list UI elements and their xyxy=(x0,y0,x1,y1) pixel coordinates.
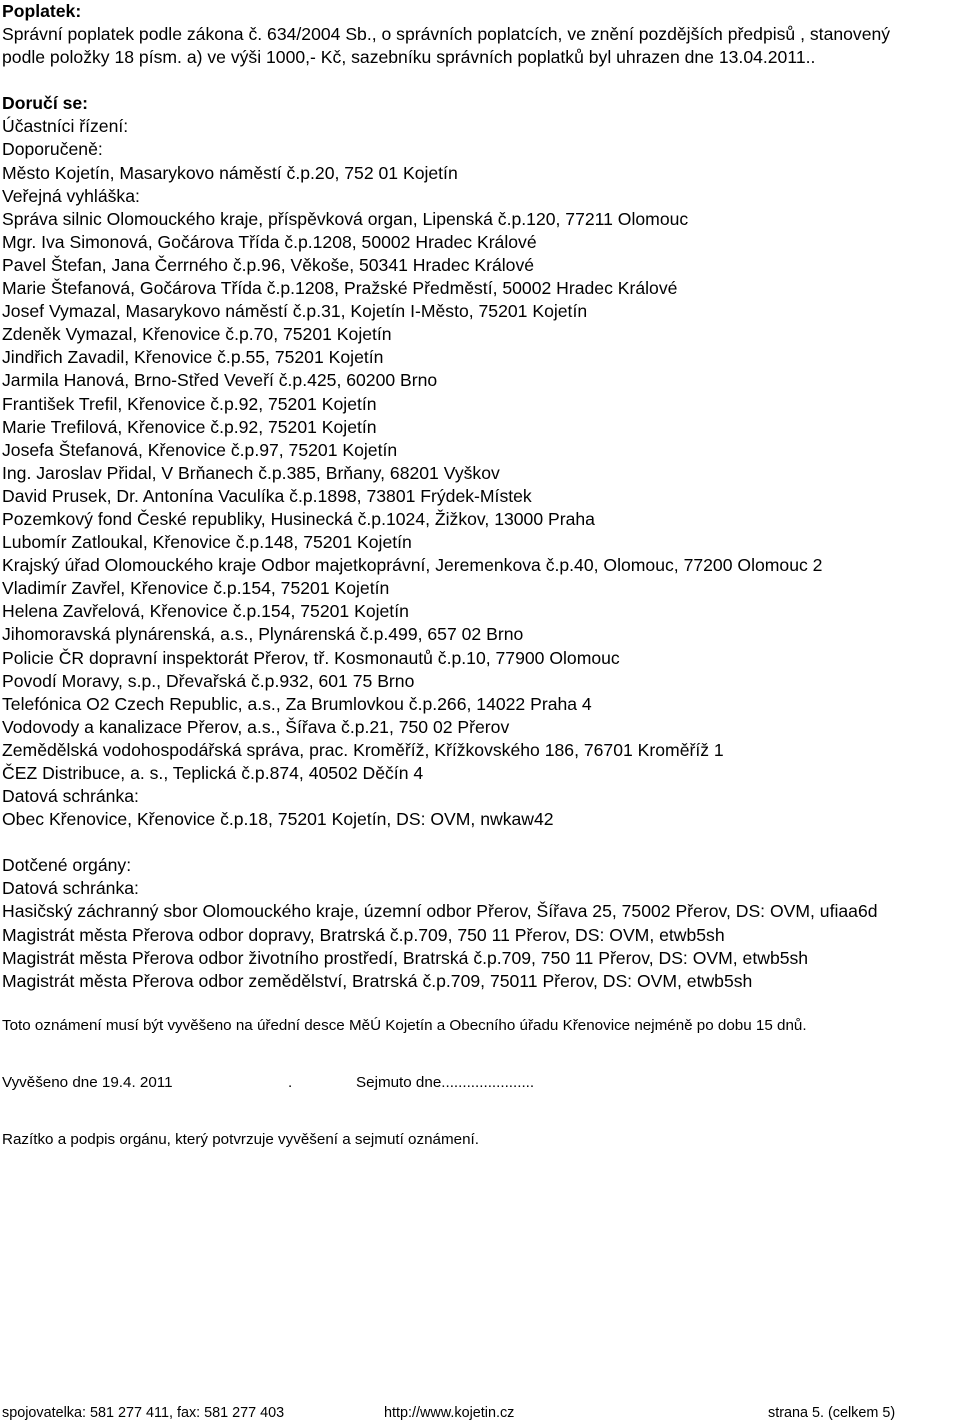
spacer xyxy=(2,69,958,92)
authorities-list xyxy=(2,900,958,992)
public-notice-recipient: Pozemkový fond České republiky, Husinecká č.p.1024, Žižkov, 13000 Praha xyxy=(2,508,595,529)
data-box-recipient: Obec Křenovice, Křenovice č.p.18, 75201 Kojetín, DS: OVM, nwkaw42 xyxy=(2,809,554,830)
public-notice-recipient: Josefa Štefanová, Křenovice č.p.97, 75201 Kojetín xyxy=(2,439,398,460)
authority-recipient: Magistrát města Přerova odbor zemědělství, Bratrská č.p.709, 75011 Přerov, DS: OVM, etwb5sh xyxy=(2,970,753,991)
public-notice-recipient: Telefónica O2 Czech Republic, a.s., Za Brumlovkou č.p.266, 14022 Praha 4 xyxy=(2,693,592,714)
spacer xyxy=(2,1093,958,1130)
public-notice-recipient: ČEZ Distribuce, a. s., Teplická č.p.874, 40502 Děčín 4 xyxy=(2,763,424,783)
public-notice-recipient: Povodí Moravy, s.p., Dřevařská č.p.932, 601 75 Brno xyxy=(2,670,415,691)
fee-text: Správní poplatek podle zákona č. 634/2004 Sb., o správních poplatcích, ve znění pozdějších předpisů , stanovený podle položky 18 písm. a) ve výši 1000,- Kč, sazebníku správních poplatků byl uhrazen dne 13.04.2011.. xyxy=(2,24,891,68)
public-notice-recipient: František Trefil, Křenovice č.p.92, 75201 Kojetín xyxy=(2,393,377,414)
authority-recipient: Magistrát města Přerova odbor životního prostředí, Bratrská č.p.709, 750 11 Přerov, DS: OVM, etwb5sh xyxy=(2,947,809,968)
spacer xyxy=(2,993,958,1016)
public-notice-recipient: Zdeněk Vymazal, Křenovice č.p.70, 75201 Kojetín xyxy=(2,324,392,345)
document-page xyxy=(2,0,958,1150)
notice-text: Toto oznámení musí být vyvěšeno na úřední desce MěÚ Kojetín a Obecního úřadu Křenovice nejméně po dobu 15 dnů. xyxy=(2,1016,807,1034)
removed-date: Sejmuto dne...................... xyxy=(356,1073,535,1091)
footer-url: http://www.kojetin.cz xyxy=(384,1405,515,1421)
public-notice-recipient: Mgr. Iva Simonová, Gočárova Třída č.p.1208, 50002 Hradec Králové xyxy=(2,231,537,252)
public-notice-recipient: Josef Vymazal, Masarykovo náměstí č.p.31, Kojetín I-Město, 75201 Kojetín xyxy=(2,301,588,322)
registered-recipient: Město Kojetín, Masarykovo náměstí č.p.20, 752 01 Kojetín xyxy=(2,162,458,183)
registered-list xyxy=(2,162,958,185)
spacer xyxy=(2,831,958,854)
public-notice-recipient: Správa silnic Olomouckého kraje, příspěvková organ, Lipenská č.p.120, 77211 Olomouc xyxy=(2,208,689,229)
public-notice-label: Veřejná vyhláška: xyxy=(2,185,140,206)
fee-title: Poplatek: xyxy=(2,1,82,21)
footer-page-number: strana 5. (celkem 5) xyxy=(768,1405,896,1421)
public-notice-recipient: Policie ČR dopravní inspektorát Přerov, tř. Kosmonautů č.p.10, 77900 Olomouc xyxy=(2,647,620,668)
public-notice-recipient: Jarmila Hanová, Brno-Střed Veveří č.p.425, 60200 Brno xyxy=(2,370,438,391)
public-notice-recipient: Ing. Jaroslav Přidal, V Brňanech č.p.385, Brňany, 68201 Vyškov xyxy=(2,462,500,483)
data-box-list xyxy=(2,808,958,831)
spacer xyxy=(2,1036,958,1073)
footer-contact: spojovatelka: 581 277 411, fax: 581 277 403 xyxy=(2,1405,285,1421)
authorities-title: Dotčené orgány: xyxy=(2,855,132,876)
separator-dot: . xyxy=(288,1073,293,1091)
public-notice-list xyxy=(2,208,958,785)
public-notice-recipient: Jindřich Zavadil, Křenovice č.p.55, 75201 Kojetín xyxy=(2,347,384,368)
registered-label: Doporučeně: xyxy=(2,139,103,160)
authority-recipient: Hasičský záchranný sbor Olomouckého kraje, územní odbor Přerov, Šířava 25, 75002 Přerov, DS: OVM, ufiaa6d xyxy=(2,901,878,922)
public-notice-recipient: Helena Zavřelová, Křenovice č.p.154, 75201 Kojetín xyxy=(2,601,409,622)
public-notice-recipient: Zemědělská vodohospodářská správa, prac. Kroměříž, Křížkovského 186, 76701 Kroměříž 1 xyxy=(2,739,724,760)
stamp-text: Razítko a podpis orgánu, který potvrzuje vyvěšení a sejmutí oznámení. xyxy=(2,1130,479,1148)
public-notice-recipient: Vladimír Zavřel, Křenovice č.p.154, 75201 Kojetín xyxy=(2,578,390,599)
public-notice-recipient: Krajský úřad Olomouckého kraje Odbor majetkoprávní, Jeremenkova č.p.40, Olomouc, 77200 Olomouc 2 xyxy=(2,555,823,576)
posting-row xyxy=(2,1073,958,1093)
public-notice-recipient: Lubomír Zatloukal, Křenovice č.p.148, 75201 Kojetín xyxy=(2,532,412,553)
participants-label: Účastníci řízení: xyxy=(2,116,129,137)
public-notice-recipient: Marie Štefanová, Gočárova Třída č.p.1208, Pražské Předměstí, 50002 Hradec Králové xyxy=(2,278,678,299)
authority-recipient: Magistrát města Přerova odbor dopravy, Bratrská č.p.709, 750 11 Přerov, DS: OVM, etwb5sh xyxy=(2,924,725,945)
public-notice-recipient: Jihomoravská plynárenská, a.s., Plynárenská č.p.499, 657 02 Brno xyxy=(2,624,524,645)
public-notice-recipient: Marie Trefilová, Křenovice č.p.92, 75201 Kojetín xyxy=(2,416,377,437)
public-notice-recipient: David Prusek, Dr. Antonína Vaculíka č.p.1898, 73801 Frýdek-Místek xyxy=(2,485,532,506)
data-box-label: Datová schránka: xyxy=(2,786,139,807)
public-notice-recipient: Pavel Štefan, Jana Čerrného č.p.96, Věkoše, 50341 Hradec Králové xyxy=(2,254,535,275)
posted-date: Vyvěšeno dne 19.4. 2011 xyxy=(2,1073,173,1091)
deliver-title: Doručí se: xyxy=(2,93,89,114)
authorities-data-box-label: Datová schránka: xyxy=(2,878,139,899)
public-notice-recipient: Vodovody a kanalizace Přerov, a.s., Šířava č.p.21, 750 02 Přerov xyxy=(2,716,510,737)
